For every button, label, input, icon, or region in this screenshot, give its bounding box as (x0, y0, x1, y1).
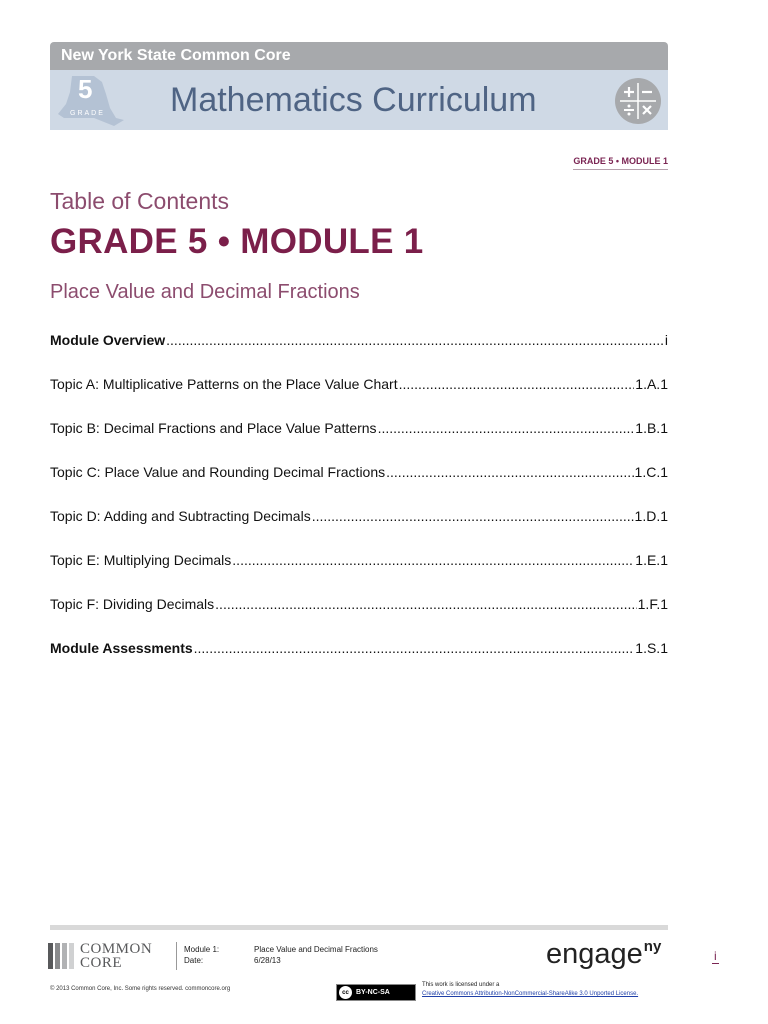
common-core-logo (48, 942, 152, 970)
toc-entry-topic-d[interactable] (50, 508, 668, 552)
license-line1: This work is licensed under a (422, 982, 500, 988)
toc-entry-topic-e[interactable] (50, 552, 668, 596)
toc-entry-page: 1.F.1 (637, 596, 668, 612)
toc-entry-module-overview[interactable] (50, 332, 668, 376)
footer-date-label: Date: (184, 956, 204, 965)
footer-separator (176, 942, 177, 970)
toc-entry-page: 1.C.1 (634, 464, 668, 480)
module-tag: GRADE 5 • MODULE 1 (573, 156, 668, 170)
license-link[interactable]: Creative Commons Attribution-NonCommercial-ShareAlike 3.0 Unported License. (422, 991, 639, 997)
footer-module-value: Place Value and Decimal Fractions (254, 945, 378, 954)
toc-entry-title: Topic C: Place Value and Rounding Decimal Fractions (50, 464, 386, 480)
toc-entry-title: Module Overview (50, 332, 166, 348)
banner-top-title: New York State Common Core (50, 42, 668, 70)
curriculum-banner (50, 42, 668, 130)
toc-entry-topic-f[interactable] (50, 596, 668, 640)
toc-entry-title: Module Assessments (50, 640, 193, 656)
grade-number: 5 (78, 74, 93, 104)
math-operations-icon (614, 77, 662, 125)
toc-entry-page: i (664, 332, 668, 348)
toc-leader-dots (378, 420, 635, 436)
page-title: GRADE 5 • MODULE 1 (50, 222, 424, 261)
footer-meta (184, 944, 378, 966)
toc-leader-dots (312, 508, 634, 524)
toc-entry-page: 1.A.1 (635, 376, 668, 392)
toc-leader-dots (399, 376, 635, 392)
toc-entry-title: Topic A: Multiplicative Patterns on the Place Value Chart (50, 376, 398, 392)
copyright-text: © 2013 Common Core, Inc. Some rights reserved. commoncore.org (50, 986, 231, 992)
toc-leader-dots (232, 552, 634, 568)
toc-entry-module-assessments[interactable] (50, 640, 668, 684)
creative-commons-icon: cc (339, 986, 352, 999)
cc-badge-label: BY-NC-SA (356, 989, 390, 996)
toc-leader-dots (386, 464, 633, 480)
common-core-wordmark (80, 942, 152, 970)
common-core-line2: CORE (80, 955, 123, 971)
footer-divider (50, 925, 668, 930)
engage-ny: ny (643, 938, 662, 955)
page-number: i (714, 949, 717, 963)
creative-commons-badge[interactable] (336, 984, 416, 1001)
engage-word: engage (546, 938, 643, 970)
toc-entry-page: 1.S.1 (635, 640, 668, 656)
common-core-line1: COMMON (80, 941, 153, 957)
banner-bottom (50, 70, 668, 130)
toc-entry-page: 1.E.1 (635, 552, 668, 568)
toc-entry-topic-a[interactable] (50, 376, 668, 420)
footer-date-value: 6/28/13 (254, 956, 281, 965)
toc-entry-page: 1.D.1 (634, 508, 668, 524)
toc-leader-dots (194, 640, 635, 656)
page-subtitle: Place Value and Decimal Fractions (50, 281, 360, 303)
toc-entry-topic-b[interactable] (50, 420, 668, 464)
footer-module-label: Module 1: (184, 945, 220, 954)
grade-label: GRADE (70, 110, 105, 117)
toc-entry-topic-c[interactable] (50, 464, 668, 508)
common-core-bars-icon (48, 943, 74, 969)
table-of-contents (50, 332, 668, 684)
toc-leader-dots (215, 596, 636, 612)
toc-entry-page: 1.B.1 (635, 420, 668, 436)
toc-label: Table of Contents (50, 188, 230, 214)
toc-entry-title: Topic B: Decimal Fractions and Place Value Patterns (50, 420, 377, 436)
toc-entry-title: Topic F: Dividing Decimals (50, 596, 215, 612)
curriculum-title: Mathematics Curriculum (170, 81, 537, 119)
engageny-logo (546, 938, 661, 971)
license-text (422, 981, 638, 999)
toc-leader-dots (166, 332, 664, 348)
toc-entry-title: Topic D: Adding and Subtracting Decimals (50, 508, 311, 524)
toc-entry-title: Topic E: Multiplying Decimals (50, 552, 232, 568)
